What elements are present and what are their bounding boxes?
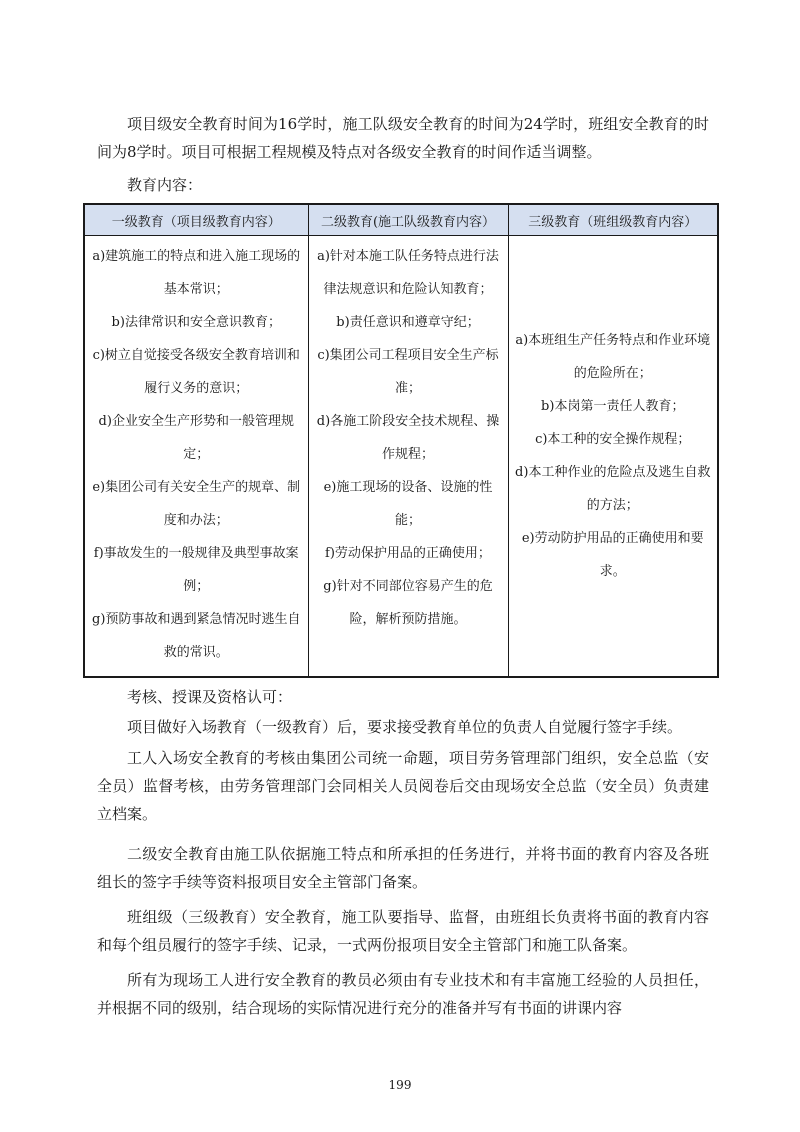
list-item: a)建筑施工的特点和进入施工现场的基本常识； [92, 249, 301, 297]
list-item: a)本班组生产任务特点和作业环境的危险所在； [515, 333, 711, 381]
page-number: 199 [388, 1078, 412, 1092]
list-item: c)本工种的安全操作规程； [535, 432, 691, 447]
list-item: c)集团公司工程项目安全生产标准； [317, 348, 499, 396]
list-item: b)法律常识和安全意识教育； [111, 315, 281, 330]
paragraph-assessment-process: 工人入场安全教育的考核由集团公司统一命题，项目劳务管理部门组织，安全总监（安全员）监督考核，由劳务管理部门会同相关人员阅卷后交由现场安全总监（安全员）负责建立档案。 [97, 749, 709, 823]
list-item: a)针对本施工队任务特点进行法律法规意识和危险认知教育； [317, 249, 499, 297]
list-item: c)树立自觉接受各级安全教育培训和履行义务的意识； [92, 348, 300, 396]
table-body-row [84, 236, 718, 678]
label-assessment: 考核、授课及资格认可： [127, 688, 293, 706]
list-item: b)责任意识和遵章守纪； [336, 315, 480, 330]
paragraph-entry-education: 项目做好入场教育（一级教育）后，要求接受教育单位的负责人自觉履行签字手续。 [127, 718, 683, 736]
list-item: f)劳动保护用品的正确使用； [325, 546, 491, 561]
list-item: d)企业安全生产形势和一般管理规定； [98, 414, 294, 462]
level-1-content-cell [84, 236, 308, 678]
list-item: d)各施工阶段安全技术规程、操作规程； [316, 414, 500, 462]
header-level-1: 一级教育（项目级教育内容） [84, 204, 308, 236]
paragraph-instructors: 所有为现场工人进行安全教育的教员必须由有专业技术和有丰富施工经验的人员担任，并根据不同的级别，结合现场的实际情况进行充分的准备并写有书面的讲课内容 [97, 971, 709, 1017]
list-item: e)劳动防护用品的正确使用和要求。 [521, 531, 704, 579]
header-level-2: 二级教育(施工队级教育内容） [308, 204, 508, 236]
list-item: b)本岗第一责任人教育； [541, 399, 685, 414]
list-item: g)针对不同部位容易产生的危险，解析预防措施。 [323, 579, 493, 627]
list-item: e)集团公司有关安全生产的规章、制度和办法； [92, 480, 301, 528]
list-item: f)事故发生的一般规律及典型事故案例； [93, 546, 299, 594]
label-education-content: 教育内容： [127, 176, 203, 194]
level-2-content-cell [308, 236, 508, 678]
paragraph-education-hours: 项目级安全教育时间为16学时，施工队级安全教育的时间为24学时，班组安全教育的时间为8学时。项目可根据工程规模及特点对各级安全教育的时间作适当调整。 [97, 115, 709, 161]
education-content-table [83, 203, 719, 678]
list-item: g)预防事故和遇到紧急情况时逃生自救的常识。 [92, 612, 301, 660]
list-item: e)施工现场的设备、设施的性能； [323, 480, 493, 528]
header-level-3: 三级教育（班组级教育内容） [508, 204, 718, 236]
level-3-content-cell [508, 236, 718, 678]
table-header-row [84, 204, 718, 236]
list-item: d)本工种作业的危险点及逃生自救的方法； [515, 465, 711, 513]
paragraph-level-2-education: 二级安全教育由施工队依据施工特点和所承担的任务进行，并将书面的教育内容及各班组长的签字手续等资料报项目安全主管部门备案。 [97, 845, 709, 891]
paragraph-team-education: 班组级（三级教育）安全教育，施工队要指导、监督，由班组长负责将书面的教育内容和每个组员履行的签字手续、记录，一式两份报项目安全主管部门和施工队备案。 [97, 908, 709, 954]
